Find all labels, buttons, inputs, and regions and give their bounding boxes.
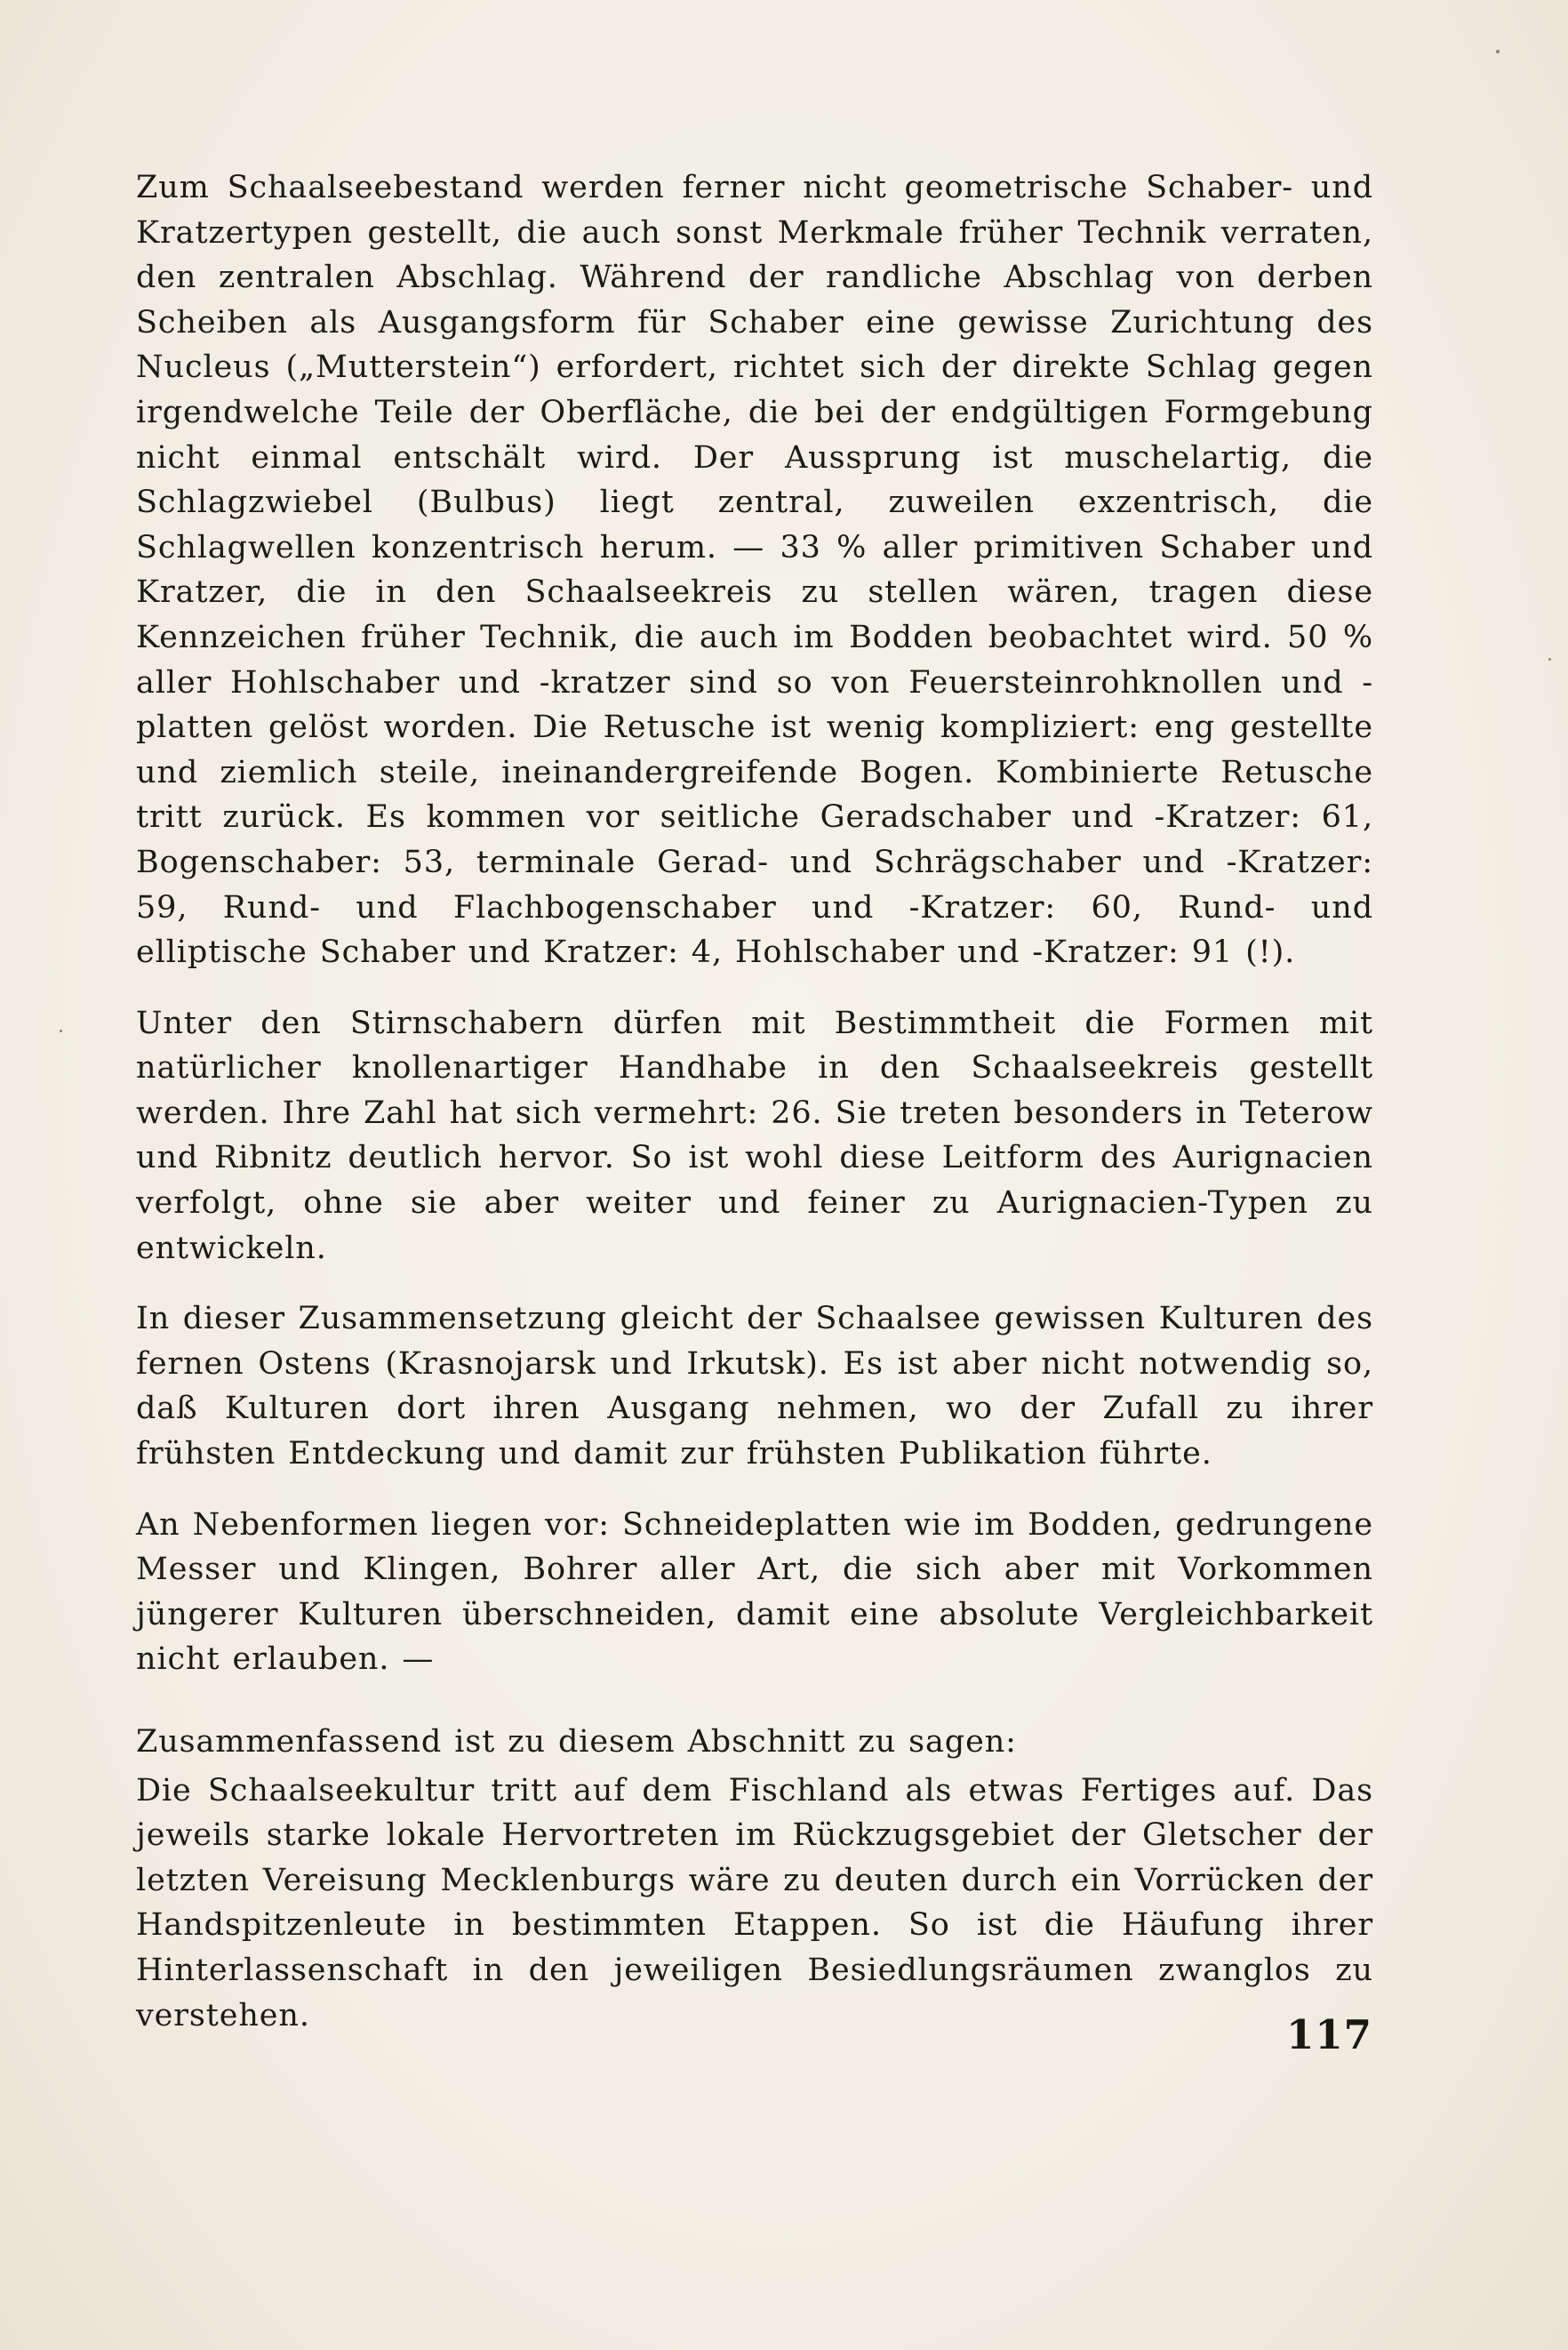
- paper-speck: [1548, 658, 1551, 661]
- paragraph-summary-heading: Zusammenfassend ist zu diesem Abschnitt zu sagen:: [136, 1724, 1017, 1760]
- paragraph-eastern-cultures: In dieser Zusammensetzung gleicht der Schaalsee gewissen Kulturen des fernen Ostens (Krasnojarsk und Irkutsk). Es ist aber nicht notwendig so, daß Kulturen dort ihren Ausgang nehmen, wo der Zufall zu ihrer frühsten Entdeckung und damit zur frühsten Publikation führte.: [136, 1301, 1373, 1472]
- paragraph-summary: Die Schaalseekultur tritt auf dem Fischland als etwas Fertiges auf. Das jeweils starke lokale Hervortreten im Rückzugsgebiet der Gletscher der letzten Vereisung Mecklenburgs wäre zu deuten durch ein Vorrücken der Handspitzenleute in bestimmten Etappen. So ist die Häufung ihrer Hinterlassenschaft in den jeweiligen Besiedlungsräumen zwanglos zu verstehen.: [136, 1772, 1373, 2033]
- paper-speck: [1496, 50, 1500, 53]
- paper-speck: [60, 1030, 62, 1032]
- page-number: 117: [1286, 2011, 1372, 2058]
- paragraph-front-scrapers: Unter den Stirnschabern dürfen mit Bestimmtheit die Formen mit natürlicher knollenartiger Handhabe in den Schaalseekreis gestellt werden. Ihre Zahl hat sich vermehrt: 26. Sie treten besonders in Teterow und Ribnitz deutlich hervor. So ist wohl diese Leitform des Aurignacien verfolgt, ohne sie aber weiter und feiner zu Aurignacien-Typen zu entwickeln.: [136, 1005, 1373, 1266]
- body-text: [136, 165, 1373, 2038]
- paragraph-secondary-forms: An Nebenformen liegen vor: Schneideplatten wie im Bodden, gedrungene Messer und Klingen, Bohrer aller Art, die sich aber mit Vorkommen jüngerer Kulturen überschneiden, damit eine absolute Vergleichbarkeit nicht erlauben. —: [136, 1506, 1373, 1678]
- paragraph-scraper-types: Zum Schaalseebestand werden ferner nicht geometrische Schaber- und Kratzertypen gestellt, die auch sonst Merkmale früher Technik verraten, den zentralen Abschlag. Während der randliche Abschlag von derben Scheiben als Ausgangsform für Schaber eine gewisse Zurichtung des Nucleus („Mutterstein“) erfordert, richtet sich der direkte Schlag gegen irgendwelche Teile der Oberfläche, die bei der endgültigen Formgebung nicht einmal entschält wird. Der Aussprung ist muschelartig, die Schlagzwiebel (Bulbus) liegt zentral, zuweilen exzentrisch, die Schlagwellen konzentrisch herum. — 33 % aller primitiven Schaber und Kratzer, die in den Schaalseekreis zu stellen wären, tragen diese Kennzeichen früher Technik, die auch im Bodden beobachtet wird. 50 % aller Hohlschaber und -kratzer sind so von Feuersteinrohknollen und -platten gelöst worden. Die Retusche ist wenig kompliziert: eng gestellte und ziemlich steile, ineinandergreifende Bogen. Kombinierte Retusche tritt zurück. Es kommen vor seitliche Geradschaber und -Kratzer: 61, Bogenschaber: 53, terminale Gerad- und Schrägschaber und -Kratzer: 59, Rund- und Flachbogenschaber und -Kratzer: 60, Rund- und elliptische Schaber und Kratzer: 4, Hohlschaber und -Kratzer: 91 (!).: [136, 170, 1373, 971]
